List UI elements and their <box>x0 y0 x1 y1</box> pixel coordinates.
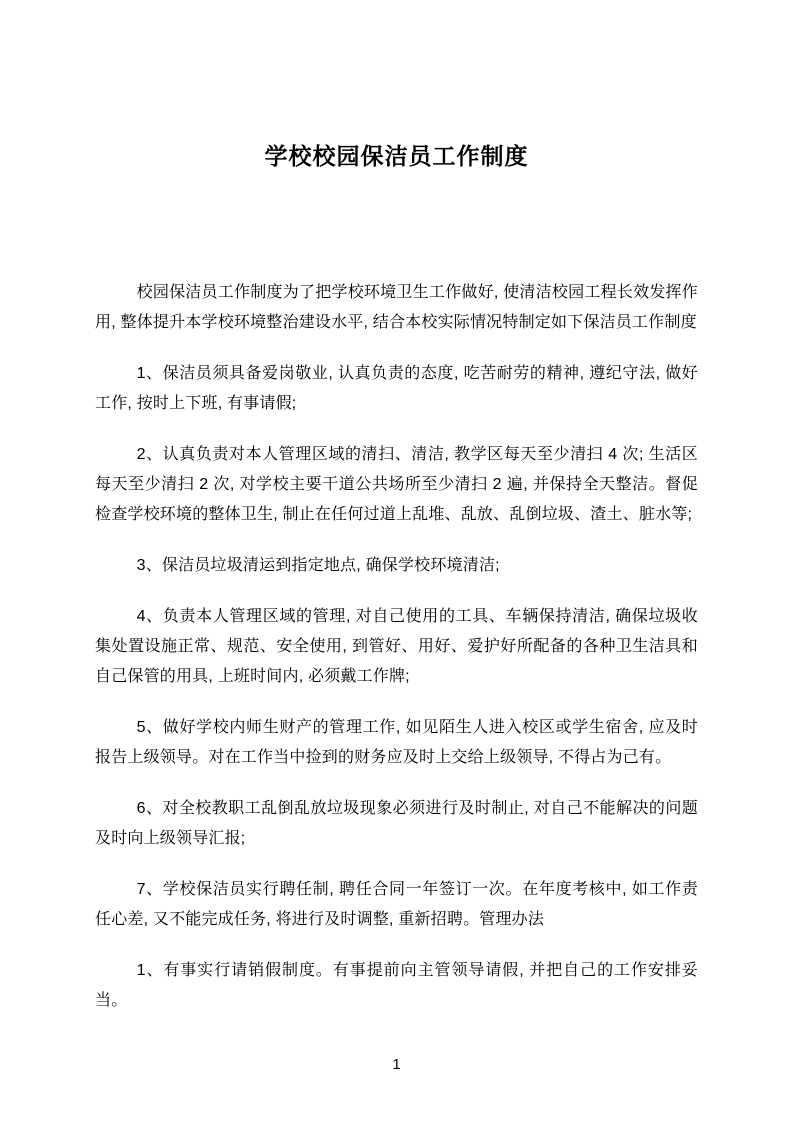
document-paragraph-item-7: 7、学校保洁员实行聘任制, 聘任合同一年签订一次。在年度考核中, 如工作责任心差, 又不能完成任务, 将进行及时调整, 重新招聘。管理办法 <box>95 881 698 928</box>
document-title: 学校校园保洁员工作制度 <box>264 143 529 169</box>
page-number: 1 <box>392 1056 401 1073</box>
document-paragraph-item-6: 6、对全校教职工乱倒乱放垃圾现象必须进行及时制止, 对自己不能解决的问题及时向上级领导汇报; <box>95 800 698 847</box>
document-paragraph-manage-item-1: 1、有事实行请销假制度。有事提前向主管领导请假, 并把自己的工作安排妥当。 <box>95 962 698 1009</box>
document-paragraph-item-2: 2、认真负责对本人管理区域的清扫、清洁, 教学区每天至少清扫 4 次; 生活区每天至少清扫 2 次, 对学校主要干道公共场所至少清扫 2 遍, 并保持全天整洁。督促检查学校环境的整体卫生, 制止在任何过道上乱堆、乱放、乱倒垃圾、渣土、脏水等; <box>95 446 698 523</box>
document-paragraph-item-1: 1、保洁员须具备爱岗敬业, 认真负责的态度, 吃苦耐劳的精神, 遵纪守法, 做好工作, 按时上下班, 有事请假; <box>95 365 698 412</box>
document-paragraph-item-4: 4、负责本人管理区域的管理, 对自己使用的工具、车辆保持清洁, 确保垃圾收集处置设施正常、规范、安全使用, 到管好、用好、爱护好所配备的各种卫生洁具和自己保管的用具, 上班时间内, 必须戴工作牌; <box>95 608 698 685</box>
document-paragraph-item-5: 5、做好学校内师生财产的管理工作, 如见陌生人进入校区或学生宿舍, 应及时报告上级领导。对在工作当中捡到的财务应及时上交给上级领导, 不得占为己有。 <box>95 719 698 766</box>
document-paragraph-item-3: 3、保洁员垃圾清运到指定地点, 确保学校环境清洁; <box>136 557 500 574</box>
document-body <box>0 278 793 1016</box>
document-paragraph-intro: 校园保洁员工作制度为了把学校环境卫生工作做好, 使清洁校园工程长效发挥作用, 整体提升本学校环境整治建设水平, 结合本校实际情况特制定如下保洁员工作制度 <box>95 284 698 331</box>
